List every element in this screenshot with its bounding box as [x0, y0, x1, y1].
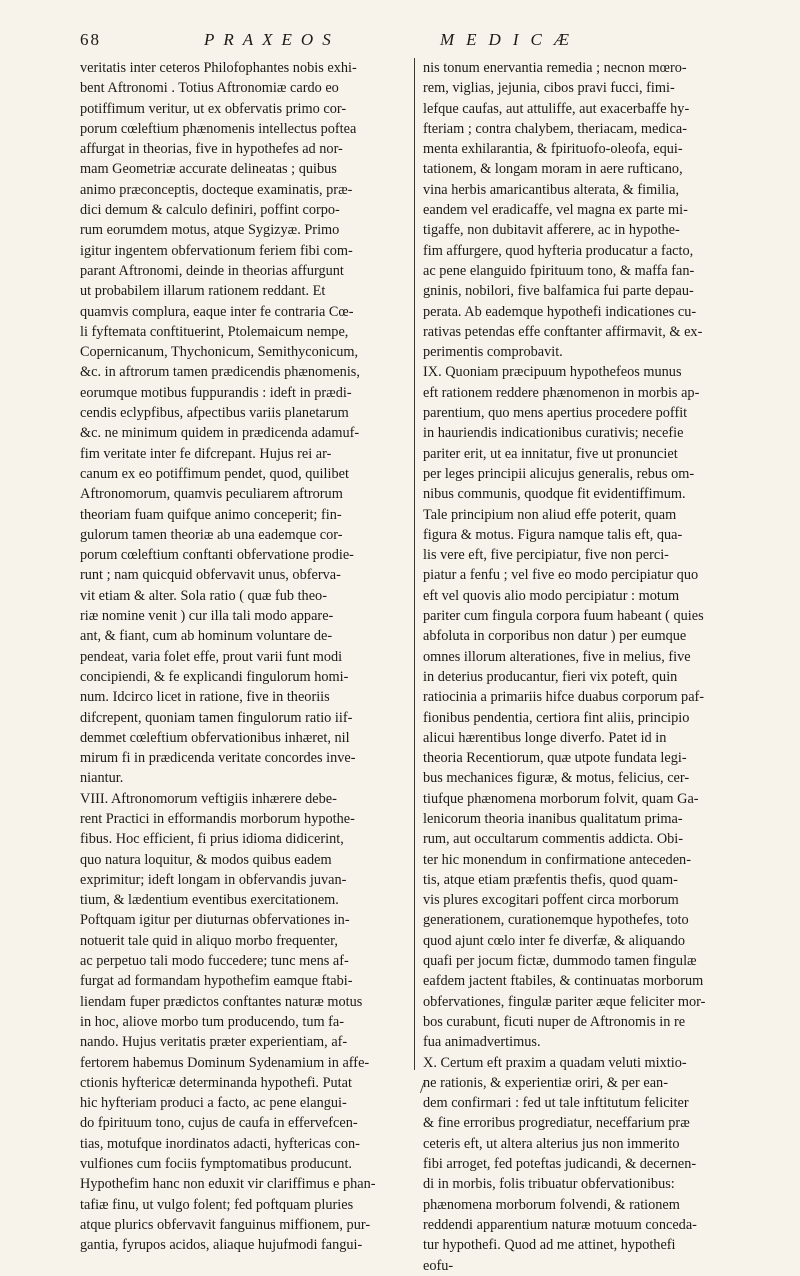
- text-line: perimentis comprobavit.: [423, 344, 563, 361]
- text-line: vina herbis amaricantibus alterata, & fimilia,: [423, 181, 680, 198]
- text-line: porum cœleftium conftanti obfervatione prodie-: [80, 547, 354, 564]
- text-line: gninis, nobilori, five balfamica fui parte depau-: [423, 283, 694, 300]
- text-line: ut probabilem illarum rationem reddant. Et: [80, 283, 326, 300]
- text-line: piatur a fenfu ; vel five eo modo percipiatur quo: [423, 567, 699, 584]
- text-line: VIII. Aftronomorum veftigiis inhærere debe-: [80, 790, 337, 807]
- text-line: porum cœleftium phænomenis intellectus poftea: [80, 120, 357, 137]
- text-line: Poftquam igitur per diuturnas obfervationes in-: [80, 912, 350, 929]
- text-line: num. Idcirco licet in ratione, five in theoriis: [80, 689, 330, 706]
- text-line: cendis eclypfibus, afpectibus variis planetarum: [80, 405, 349, 422]
- text-line: in hoc, aliove morbo tum producendo, tum fa-: [80, 1013, 345, 1030]
- text-line: alicui hærentibus longe diverfo. Patet id in: [423, 729, 667, 746]
- text-line: fua animadvertimus.: [423, 1034, 541, 1051]
- text-line: dem confirmari : fed ut tale inftitutum feliciter: [423, 1095, 689, 1112]
- text-line: vis plures excogitari poffent circa morborum: [423, 892, 679, 909]
- text-line: lefque caufas, aut attuliffe, aut exacerbaffe hy-: [423, 100, 690, 117]
- text-line: bus mechanices figuræ, & motus, felicius, cer-: [423, 770, 690, 787]
- text-line: obfervationes, fingulæ pariter æque feliciter mor-: [423, 993, 706, 1010]
- text-line: animo præconceptis, docteque examinatis, præ-: [80, 181, 353, 198]
- text-line: tigaffe, non dubitavit afferere, ac in hypothe-: [423, 222, 680, 239]
- text-line: fim veritate inter fe difcrepant. Hujus rei ar-: [80, 445, 332, 462]
- text-line: mam Geometriæ accurate delineatas ; quibus: [80, 161, 337, 178]
- text-line: nibus communis, quodque fit evidentiffimum.: [423, 486, 686, 503]
- text-line: eorumque motibus fuppurandis : ideft in prædi-: [80, 384, 352, 401]
- text-line: fionibus pendentia, certiora fint aliis, principio: [423, 709, 690, 726]
- text-line: pendeat, varia folet effe, prout varii funt modi: [80, 648, 343, 665]
- text-line: exprimitur; ideft longam in obfervandis juvan-: [80, 871, 347, 888]
- text-line: nando. Hujus veritatis præter experientiam, af-: [80, 1034, 348, 1051]
- text-line: ac perpetuo tali modo fuccedere; tunc mens af-: [80, 953, 349, 970]
- text-line: tium, & lædentium eventibus exercitationem.: [80, 892, 339, 909]
- text-line: quo natura loquitur, & modos quibus eadem: [80, 851, 332, 868]
- text-line: in hauriendis indicationibus curativis; necefie: [423, 425, 684, 442]
- text-line: furgat ad formandam hypothefim eamque ftabi-: [80, 973, 353, 990]
- text-line: runt ; nam quicquid obfervavit unus, obferva-: [80, 567, 341, 584]
- text-line: figura & motus. Figura namque talis eft, qua-: [423, 526, 683, 543]
- text-line: bent Aftronomi . Totius Aftronomiæ cardo eo: [80, 80, 339, 97]
- text-line: do fpirituum tono, cujus de caufa in effervefcen-: [80, 1115, 358, 1132]
- text-line: fteriam ; contra chalybem, theriacam, medica-: [423, 120, 687, 137]
- text-line: li fyftemata conftituerint, Ptolemaicum nempe,: [80, 323, 349, 340]
- text-line: per leges principii alicujus generalis, rebus om-: [423, 465, 695, 482]
- page-number: 68: [80, 30, 101, 49]
- text-line: ne rationis, & experientiæ oriri, & per ean-: [423, 1074, 668, 1091]
- text-line: &c. ne minimum quidem in prædicenda adamuf-: [80, 425, 360, 442]
- text-line: gantia, fyrupos acidos, aliaque hujufmodi fangui-: [80, 1237, 363, 1254]
- text-line: affurgat in theorias, five in hypothefes ad nor-: [80, 141, 343, 158]
- text-line: rativas petendas effe conftanter affirmavit, & ex-: [423, 323, 703, 340]
- text-line: tis, atque etiam præfentis thefis, quod quam-: [423, 871, 678, 888]
- text-line: tur hypothefi. Quod ad me attinet, hypothefi: [423, 1237, 676, 1254]
- running-title-right: MEDICÆ: [440, 30, 581, 49]
- text-line: rem, viglias, jejunia, cibos pravi fucci, fimi-: [423, 80, 675, 97]
- text-line: parant Aftronomi, deinde in theorias affurgunt: [80, 262, 344, 279]
- text-line: IX. Quoniam præcipuum hypothefeos munus: [423, 364, 682, 381]
- text-line: Copernicanum, Thychonicum, Semithyconicum,: [80, 344, 359, 361]
- bottom-mark: /: [420, 1080, 425, 1097]
- text-line: liendam fuper prædictos conftantes naturæ motus: [80, 993, 363, 1010]
- text-line: fibus. Hoc efficient, fi prius idioma didicerint,: [80, 831, 344, 848]
- text-line: potiffimum veritur, ut ex obfervatis primo cor-: [80, 100, 347, 117]
- text-line: pariter erit, ut ea innitatur, five ut pronunciet: [423, 445, 678, 462]
- text-line: tafiæ finu, ut vulgo folent; fed poftquam pluries: [80, 1196, 354, 1213]
- text-line: veritatis inter ceteros Philofophantes nobis exhi-: [80, 60, 357, 76]
- text-line: perata. Ab eademque hypothefi indicationes cu-: [423, 303, 697, 320]
- text-line: gulorum tamen theoriæ ab una eademque cor-: [80, 526, 343, 543]
- text-line: concipiendi, & fe explicandi fingulorum homi-: [80, 668, 349, 685]
- text-line: atque plurics obfervavit fanguinus miffionem, pur-: [80, 1216, 371, 1233]
- text-line: vulfiones cum fociis fymptomatibus producunt.: [80, 1156, 352, 1173]
- text-line: lenicorum theoria inanibus qualitatum prima-: [423, 810, 683, 827]
- text-line: notuerit tale quid in aliquo morbo frequenter,: [80, 932, 338, 949]
- text-line: mirum fi in prædicenda veritate concordes inve-: [80, 750, 356, 767]
- text-line: parentium, quo mens apertius procedere poffit: [423, 405, 688, 422]
- text-line: Aftronomorum, quamvis peculiarem aftrorum: [80, 486, 343, 503]
- text-line: riæ nomine venit ) cur illa tali modo appare-: [80, 608, 334, 625]
- text-line: in deterius producantur, fieri vix poteft, quin: [423, 668, 678, 685]
- text-line: eft vel quovis alio modo percipiatur : motum: [423, 587, 680, 604]
- text-line: lis vere eft, five percipiatur, five non perci-: [423, 547, 669, 564]
- text-line: theoriam fuam quifque animo conceperit; fin-: [80, 506, 342, 523]
- text-line: difcrepent, quoniam tamen fingulorum ratio iif-: [80, 709, 353, 726]
- text-line: tias, motufque inordinatos adacti, hyftericas con-: [80, 1135, 360, 1152]
- column-divider: [414, 58, 415, 1070]
- text-line: nis tonum enervantia remedia ; necnon mœro-: [423, 60, 687, 76]
- text-line: demmet cœleftium obfervationibus inhæret, nil: [80, 729, 350, 746]
- text-line: fibi arroget, fed poteftas judicandi, & decernen-: [423, 1156, 697, 1173]
- text-line: pariter cum fingula corpora fuum habeant ( quies: [423, 608, 704, 625]
- text-line: menta exhilarantia, & fpirituofo-oleofa, equi-: [423, 141, 683, 158]
- text-line: Tale principium non aliud effe poterit, quam: [423, 506, 677, 523]
- text-line: di in morbis, folis tribuatur obfervationibus:: [423, 1176, 675, 1193]
- text-line: eandem vel eradicaffe, vel magna ex parte mi-: [423, 202, 688, 219]
- text-line: ceteris eft, ut altera alterius jus non immerito: [423, 1135, 680, 1152]
- text-line: ratiocinia a primariis hifce duabus corporum paf-: [423, 689, 705, 706]
- text-line: vit etiam & alter. Sola ratio ( quæ fub theo-: [80, 587, 327, 604]
- text-line: rum eorumdem motus, atque Sygizyæ. Primo: [80, 222, 340, 239]
- text-line: quod ajunt cœlo inter fe diverfæ, & aliquando: [423, 932, 686, 949]
- text-line: rent Practici in efformandis morborum hypothe-: [80, 810, 355, 827]
- text-line: canum ex eo potiffimum pendet, quod, quilibet: [80, 465, 349, 482]
- text-line: & fine erroribus progrediatur, neceffarium præ: [423, 1115, 690, 1132]
- right-text-column: [423, 58, 751, 1276]
- text-line: ctionis hyftericæ determinanda hypothefi. Putat: [80, 1074, 352, 1091]
- text-line: tationem, & longam moram in aere rufticano,: [423, 161, 683, 178]
- text-line: rum, aut occultarum commentis addicta. Obi-: [423, 831, 684, 848]
- running-header: [74, 30, 764, 54]
- text-line: omnes illorum alterationes, five in melius, five: [423, 648, 691, 665]
- left-text-column: [80, 58, 408, 1256]
- text-line: generationem, curationemque hypothefes, toto: [423, 912, 689, 929]
- running-title-left: PRAXEOS: [204, 30, 340, 49]
- text-line: tiufque phænomena morborum folvit, quam Ga-: [423, 790, 699, 807]
- text-line: niantur.: [80, 770, 124, 787]
- text-line: bos curabunt, ficuti nuper de Aftronomis in re: [423, 1013, 686, 1030]
- text-line: fim affurgere, quod hyfteria producatur a facto,: [423, 242, 694, 259]
- text-line: ter hic monendum in confirmatione anteceden-: [423, 851, 691, 868]
- text-line: quafi per jocum fictæ, dummodo tamen fingulæ: [423, 953, 697, 970]
- text-line: Hypothefim hanc non eduxit vir clariffimus e phan-: [80, 1176, 376, 1193]
- text-line: phænomena morborum folvendi, & rationem: [423, 1196, 680, 1213]
- text-line: ac pene elanguido fpirituum tono, & maffa fan-: [423, 262, 695, 279]
- text-line: dici demum & calculo definiri, poffint corpo-: [80, 202, 340, 219]
- text-line: hic hyfteriam produci a facto, ac pene elangui-: [80, 1095, 347, 1112]
- text-line: &c. in aftrorum tamen prædicendis phænomenis,: [80, 364, 360, 381]
- text-line: quamvis complura, eaque inter fe contraria Cœ-: [80, 303, 354, 320]
- text-line: X. Certum eft praxim a quadam veluti mixtio-: [423, 1054, 687, 1071]
- text-line: theoria Recentiorum, quæ utpote fundata legi-: [423, 750, 687, 767]
- text-line: ant, & fiant, cum ab hominum voluntare de-: [80, 628, 333, 645]
- text-line: eofu-: [423, 1257, 454, 1274]
- text-line: eft rationem reddere phænomenon in morbis ap-: [423, 384, 700, 401]
- text-line: igitur ingentem obfervationum feriem fibi com-: [80, 242, 353, 259]
- text-line: abfoluta in corporibus non datur ) per eumque: [423, 628, 687, 645]
- text-line: reddendi apparentium naturæ motuum conceda-: [423, 1216, 697, 1233]
- text-line: fertorem habemus Dominum Sydenamium in affe-: [80, 1054, 370, 1071]
- text-line: eafdem jactent ftabiles, & continuatas morborum: [423, 973, 704, 990]
